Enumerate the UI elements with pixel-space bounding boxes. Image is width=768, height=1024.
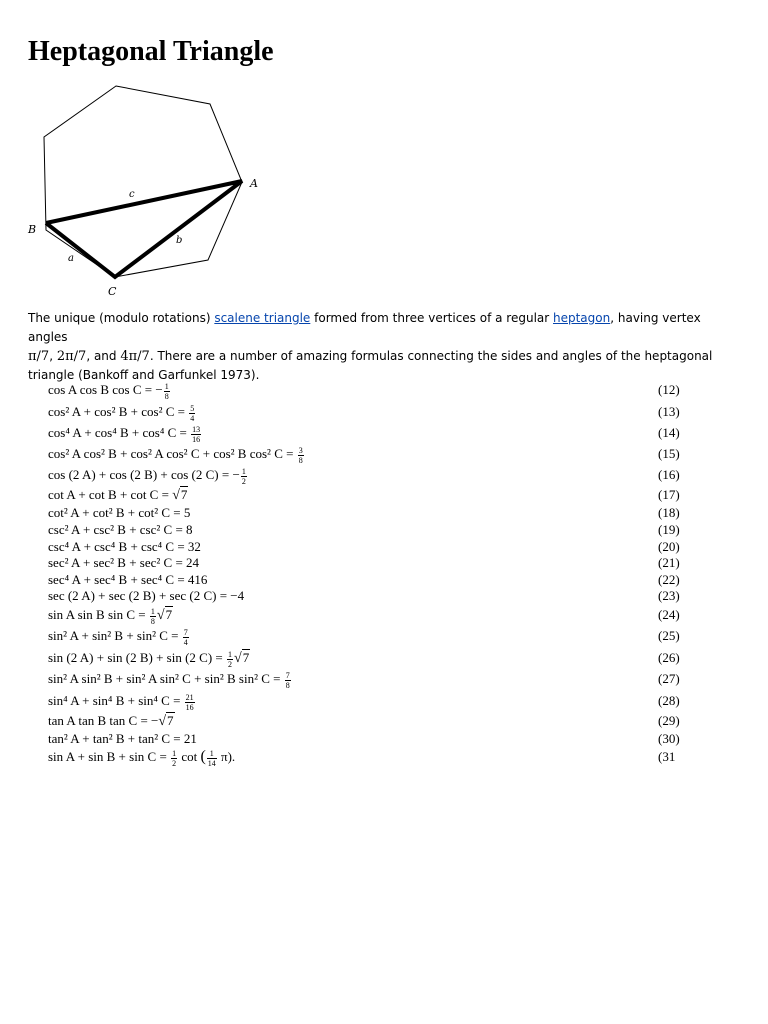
side-label-b: b bbox=[176, 235, 183, 246]
equation-19 bbox=[48, 521, 688, 539]
equation-25 bbox=[48, 627, 688, 645]
equation-expression: cot A + cot B + cot C = √7 bbox=[48, 487, 188, 503]
side-label-c: c bbox=[129, 189, 135, 200]
equation-29 bbox=[48, 712, 688, 730]
intro-text: The unique (modulo rotations) bbox=[28, 311, 215, 325]
vertex-label-b: B bbox=[28, 223, 37, 236]
equation-expression: sin A sin B sin C = $\frac{1}{8}$ √7 bbox=[48, 606, 173, 626]
equation-expression: cos A cos B cos C = − $\frac{1}{8}$ bbox=[48, 381, 169, 401]
angle-4pi-7: 4π/7 bbox=[120, 349, 150, 364]
equation-18 bbox=[48, 504, 688, 522]
equation-27 bbox=[48, 670, 688, 688]
intro-text: , having vertex angles bbox=[28, 311, 701, 344]
equation-expression: sec⁴ A + sec⁴ B + sec⁴ C = 416 bbox=[48, 572, 208, 587]
equation-number: (31 bbox=[658, 749, 676, 764]
equation-number: (18) bbox=[658, 505, 680, 520]
scalene-triangle-link[interactable]: scalene triangle bbox=[214, 311, 311, 325]
equation-expression: cos⁴ A + cos⁴ B + cos⁴ C = $\frac{13}{16}$ bbox=[48, 424, 201, 444]
equation-26 bbox=[48, 649, 688, 667]
intro-text: , and bbox=[86, 349, 121, 363]
equation-12 bbox=[48, 381, 688, 399]
equation-17 bbox=[48, 486, 688, 504]
intro-text: formed from three vertices of a regular bbox=[310, 311, 553, 325]
equation-number: (19) bbox=[658, 522, 680, 537]
equation-23 bbox=[48, 587, 688, 605]
equation-expression: sin (2 A) + sin (2 B) + sin (2 C) = $\frac{1}{2}$ √7 bbox=[48, 649, 250, 669]
angle-pi-7: π/7 bbox=[28, 349, 50, 364]
equation-16 bbox=[48, 466, 688, 484]
equation-15 bbox=[48, 445, 688, 463]
equation-expression: sin² A + sin² B + sin² C = $\frac{7}{4}$ bbox=[48, 627, 188, 647]
equation-number: (24) bbox=[658, 607, 680, 622]
equation-expression: cos² A cos² B + cos² A cos² C + cos² B cos² C = $\frac{3}{8}$ bbox=[48, 445, 303, 465]
equation-number: (20) bbox=[658, 539, 680, 554]
equation-21 bbox=[48, 554, 688, 572]
equation-expression: sin⁴ A + sin⁴ B + sin⁴ C = $\frac{21}{16}$ bbox=[48, 692, 194, 712]
vertex-label-c: C bbox=[108, 285, 117, 295]
equation-number: (23) bbox=[658, 588, 680, 603]
equation-number: (17) bbox=[658, 487, 680, 502]
equation-number: (29) bbox=[658, 713, 680, 728]
equation-expression: sin² A sin² B + sin² A sin² C + sin² B sin² C = $\frac{7}{8}$ bbox=[48, 670, 290, 690]
equation-number: (27) bbox=[658, 671, 680, 686]
equation-number: (12) bbox=[658, 382, 680, 397]
equation-expression: sin A + sin B + sin C = $\frac{1}{2}$ cot ( $\frac{1}{14}$ π). bbox=[48, 748, 236, 768]
vertex-label-a: A bbox=[250, 177, 258, 190]
equation-number: (25) bbox=[658, 628, 680, 643]
equation-30 bbox=[48, 730, 688, 748]
angle-2pi-7: 2π/7 bbox=[56, 349, 87, 364]
equation-number: (26) bbox=[658, 650, 680, 665]
equation-expression: cot² A + cot² B + cot² C = 5 bbox=[48, 505, 191, 520]
equation-number: (16) bbox=[658, 467, 680, 482]
equation-number: (21) bbox=[658, 555, 680, 570]
equation-expression: tan A tan B tan C = −√7 bbox=[48, 713, 174, 729]
equation-31 bbox=[48, 748, 688, 766]
page-title: Heptagonal Triangle bbox=[28, 36, 274, 67]
equation-28 bbox=[48, 692, 688, 710]
equation-expression: sec² A + sec² B + sec² C = 24 bbox=[48, 555, 200, 570]
equation-13 bbox=[48, 403, 688, 421]
equation-expression: sec (2 A) + sec (2 B) + sec (2 C) = −4 bbox=[48, 588, 245, 603]
equation-number: (14) bbox=[658, 425, 680, 440]
equation-expression: csc⁴ A + csc⁴ B + csc⁴ C = 32 bbox=[48, 539, 201, 554]
intro-text: , bbox=[49, 349, 57, 363]
equation-number: (22) bbox=[658, 572, 680, 587]
equation-expression: cos² A + cos² B + cos² C = $\frac{5}{4}$ bbox=[48, 403, 195, 423]
heptagon-link[interactable]: heptagon bbox=[553, 311, 611, 325]
side-label-a: a bbox=[68, 253, 74, 264]
intro-text: . There are a number of amazing formulas connecting the sides and angles of the heptagonal triangle (Bankoff and Garfunkel 1973). bbox=[28, 349, 713, 382]
equation-14 bbox=[48, 424, 688, 442]
equation-number: (30) bbox=[658, 731, 680, 746]
equation-number: (28) bbox=[658, 693, 680, 708]
equation-expression: cos (2 A) + cos (2 B) + cos (2 C) = − $\frac{1}{2}$ bbox=[48, 466, 246, 486]
equation-number: (13) bbox=[658, 404, 680, 419]
equation-24 bbox=[48, 606, 688, 624]
equation-number: (15) bbox=[658, 446, 680, 461]
equation-expression: tan² A + tan² B + tan² C = 21 bbox=[48, 731, 197, 746]
equation-expression: csc² A + csc² B + csc² C = 8 bbox=[48, 522, 193, 537]
